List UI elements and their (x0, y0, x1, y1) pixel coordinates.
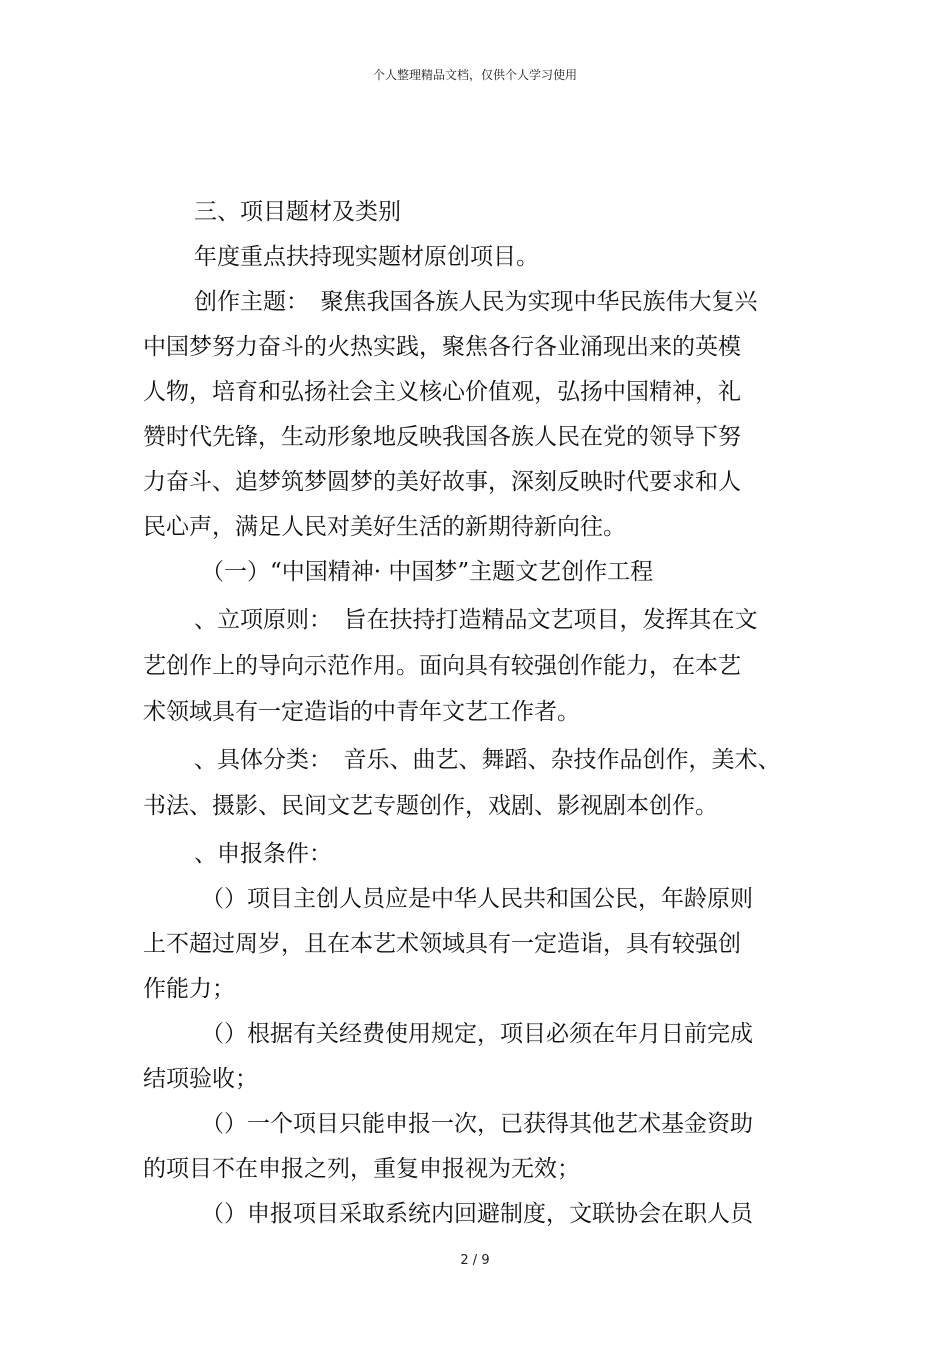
paragraph-line: 民心声，满足人民对美好生活的新期待新向往。 (143, 514, 626, 540)
paragraph-line: 人物，培育和弘扬社会主义核心价值观，弘扬中国精神，礼 (143, 379, 741, 405)
paragraph-line: 书法、摄影、民间文艺专题创作，戏剧、影视剧本创作。 (143, 793, 718, 819)
paragraph-line: （）一个项目只能申报一次，已获得其他艺术基金资助 (201, 1111, 753, 1137)
subsection-heading: （一）“中国精神· 中国梦”主题文艺创作工程 (201, 559, 654, 585)
paragraph-line: 上不超过周岁，且在本艺术领域具有一定造诣，具有较强创 (143, 931, 741, 957)
paragraph-line: 术领域具有一定造诣的中青年文艺工作者。 (143, 699, 580, 725)
paragraph-line: 、申报条件： (194, 841, 332, 867)
paragraph-line: （）申报项目采取系统内回避制度，文联协会在职人员 (201, 1201, 753, 1227)
paragraph-line: 年度重点扶持现实题材原创项目。 (194, 244, 539, 270)
paragraph-line: 力奋斗、追梦筑梦圆梦的美好故事，深刻反映时代要求和人 (143, 469, 741, 495)
paragraph-line: （）根据有关经费使用规定，项目必须在年月日前完成 (201, 1021, 753, 1047)
paragraph-line: 的项目不在申报之列，重复申报视为无效； (143, 1156, 580, 1182)
section-heading: 三、项目题材及类别 (194, 199, 401, 225)
paragraph-line: 艺创作上的导向示范作用。面向具有较强创作能力，在本艺 (143, 653, 741, 679)
header-note: 个人整理精品文档，仅供个人学习使用 (372, 68, 577, 82)
paragraph-line: 赞时代先锋，生动形象地反映我国各族人民在党的领导下努 (143, 424, 741, 450)
paragraph-line: 作能力； (143, 976, 235, 1002)
paragraph-line: 、具体分类： 音乐、曲艺、舞蹈、杂技作品创作，美术、 (194, 747, 781, 773)
paragraph-line: 、立项原则： 旨在扶持打造精品文艺项目，发挥其在文 (194, 607, 758, 633)
paragraph-line: 结项验收； (143, 1066, 258, 1092)
paragraph-line: （）项目主创人员应是中华人民共和国公民，年龄原则 (201, 886, 753, 912)
paragraph-line: 中国梦努力奋斗的火热实践，聚焦各行各业涌现出来的英模 (143, 334, 741, 360)
paragraph-line: 创作主题： 聚焦我国各族人民为实现中华民族伟大复兴 (194, 289, 758, 315)
page-number: 2 / 9 (460, 1253, 490, 1268)
